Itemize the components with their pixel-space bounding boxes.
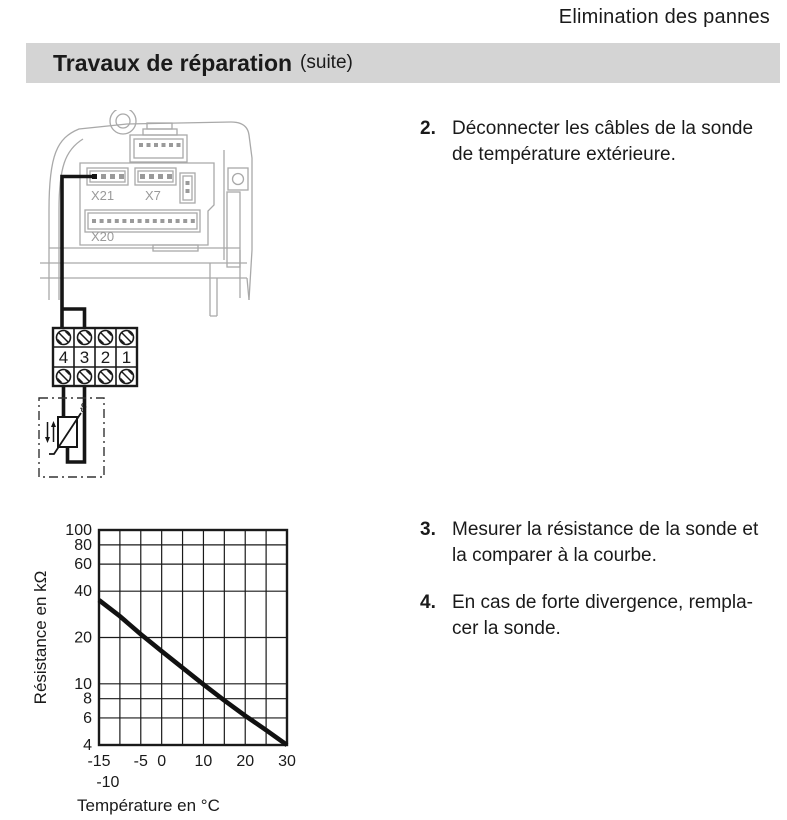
x-axis-title: Température en °C bbox=[77, 796, 220, 815]
x-tick-label: 20 bbox=[236, 753, 255, 770]
connector-label-x20: X20 bbox=[91, 229, 115, 244]
terminal-number-1: 1 bbox=[121, 348, 132, 367]
step-4 bbox=[420, 590, 782, 642]
section-title: Travaux de réparation bbox=[53, 49, 293, 76]
theta-symbol: ϑ bbox=[80, 401, 87, 415]
connector-label-x7: X7 bbox=[145, 188, 161, 203]
step-2-text: Déconnecter les câbles de la sonde de température extérieure. bbox=[452, 118, 754, 165]
x-tick-label: -10 bbox=[96, 774, 120, 791]
terminal-number-3: 3 bbox=[79, 348, 90, 367]
resistance-temperature-chart bbox=[30, 505, 360, 820]
x-tick-label: -15 bbox=[87, 753, 111, 770]
step-4-number: 4. bbox=[420, 592, 436, 613]
y-tick-label: 80 bbox=[74, 536, 92, 554]
terminal-number-4: 4 bbox=[58, 348, 69, 367]
step-4-text: En cas de forte divergence, rempla- cer la sonde. bbox=[452, 592, 753, 639]
connector-label-x21: X21 bbox=[91, 188, 115, 203]
y-tick-label: 60 bbox=[74, 556, 92, 574]
y-tick-label: 20 bbox=[74, 629, 92, 647]
step-3 bbox=[420, 517, 782, 569]
terminal-number-2: 2 bbox=[100, 348, 111, 367]
x-tick-label: -5 bbox=[133, 753, 148, 770]
y-axis-title: Résistance en kΩ bbox=[31, 570, 50, 705]
y-tick-label: 40 bbox=[74, 583, 92, 601]
step-3-text: Mesurer la résistance de la sonde et la comparer à la courbe. bbox=[452, 519, 759, 566]
y-tick-label: 100 bbox=[65, 522, 92, 539]
temperature-arrows-icon bbox=[45, 421, 56, 443]
step-2-number: 2. bbox=[420, 118, 436, 139]
wiring-diagram bbox=[35, 110, 315, 490]
y-tick-label: 4 bbox=[83, 737, 92, 754]
step-3-number: 3. bbox=[420, 519, 436, 540]
x-tick-label: 10 bbox=[194, 753, 213, 770]
outdoor-sensor bbox=[39, 398, 104, 477]
section-title-suffix: (suite) bbox=[300, 52, 353, 73]
section-title-bar bbox=[26, 43, 780, 83]
y-tick-label: 6 bbox=[83, 709, 92, 727]
y-tick-label: 10 bbox=[74, 675, 92, 693]
x-tick-label: 0 bbox=[157, 753, 167, 770]
y-tick-label: 8 bbox=[83, 690, 92, 708]
resistance-curve bbox=[99, 600, 287, 745]
running-head: Elimination des pannes bbox=[558, 6, 770, 28]
x-tick-label: 30 bbox=[278, 753, 296, 770]
controller-outline bbox=[40, 110, 252, 316]
step-2 bbox=[420, 116, 782, 168]
terminal-block bbox=[53, 328, 137, 386]
